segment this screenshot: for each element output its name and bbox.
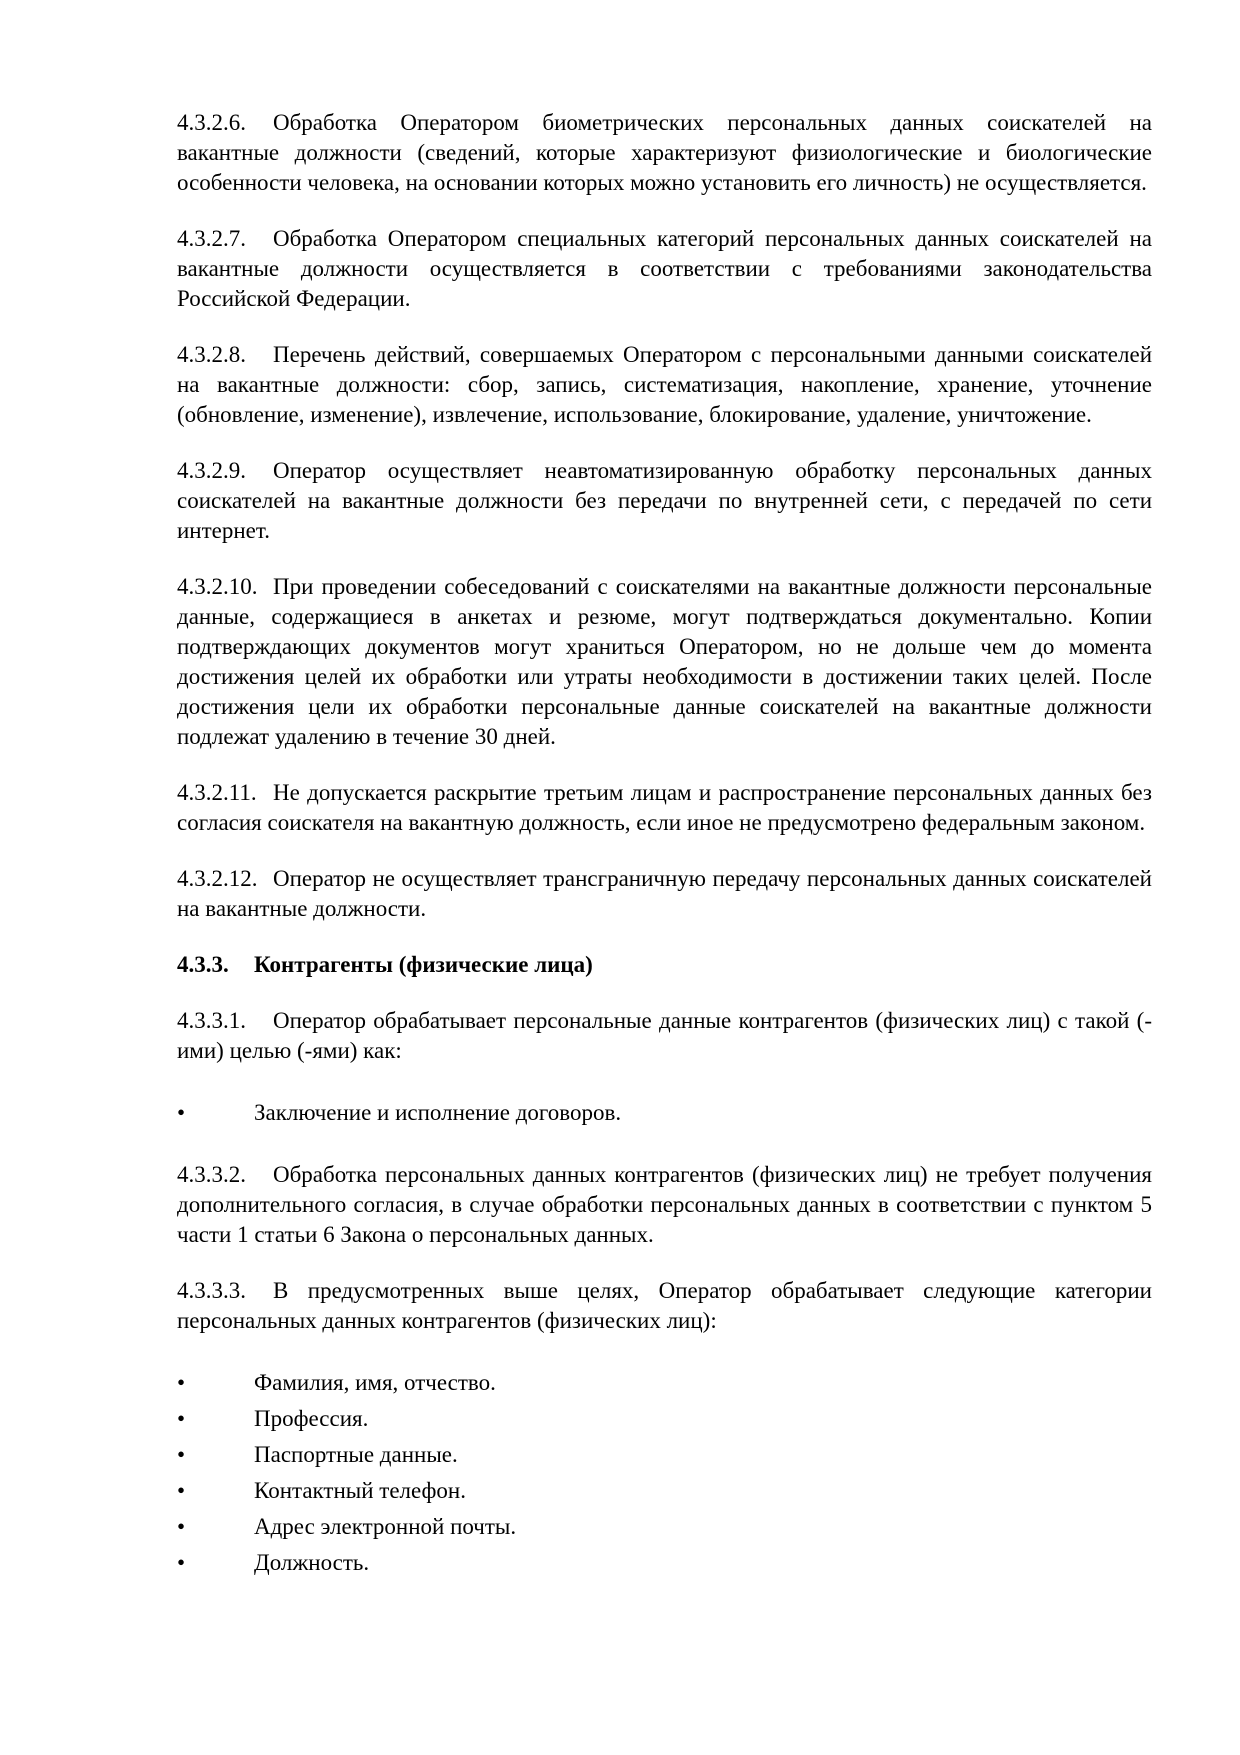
- clause-number: 4.3.3.1.: [177, 1008, 246, 1033]
- clause-text: Обработка персональных данных контрагентов (физических лиц) не требует получения дополнительного согласия, в случае обработки персональных данных в соответствии с пунктом 5 части 1 статьи 6 Закона о персональных данных.: [177, 1162, 1152, 1247]
- clause-number: 4.3.2.9.: [177, 458, 246, 483]
- clause-4-3-2-9: [177, 456, 1152, 546]
- clause-number: 4.3.2.6.: [177, 110, 246, 135]
- clause-text: Обработка Оператором биометрических персональных данных соискателей на вакантные должности (сведений, которые характеризуют физиологические и биологические особенности человека, на основании которых можно установить его личность) не осуществляется.: [177, 110, 1152, 195]
- bullet-text: Адрес электронной почты.: [254, 1514, 517, 1539]
- bullet-text: Заключение и исполнение договоров.: [254, 1100, 622, 1125]
- bullet-marker: •: [177, 1406, 186, 1431]
- bullet-item: [177, 1368, 1152, 1398]
- clause-text: Оператор обрабатывает персональные данные контрагентов (физических лиц) с такой (-ими) целью (-ями) как:: [177, 1008, 1152, 1063]
- clause-number: 4.3.2.11.: [177, 780, 257, 805]
- clause-4-3-3-2: [177, 1160, 1152, 1250]
- clause-4-3-2-7: [177, 224, 1152, 314]
- bullet-marker: •: [177, 1370, 186, 1395]
- bullet-text: Контактный телефон.: [254, 1478, 466, 1503]
- clause-4-3-2-10: [177, 572, 1152, 752]
- section-heading-4-3-3: [177, 950, 1152, 980]
- clause-number: 4.3.2.7.: [177, 226, 246, 251]
- bullet-text: Паспортные данные.: [254, 1442, 458, 1467]
- clause-number: 4.3.2.10.: [177, 574, 258, 599]
- clause-text: Перечень действий, совершаемых Оператором с персональными данными соискателей на вакантные должности: сбор, запись, систематизация, накопление, хранение, уточнение (обновление, изменение), извлечение, использование, блокирование, удаление, уничтожение.: [177, 342, 1152, 427]
- clause-4-3-2-8: [177, 340, 1152, 430]
- bullet-marker: •: [177, 1514, 186, 1539]
- bullet-marker: •: [177, 1550, 186, 1575]
- bullet-item: [177, 1548, 1152, 1578]
- clause-text: Оператор не осуществляет трансграничную передачу персональных данных соискателей на вакантные должности.: [177, 866, 1152, 921]
- clause-4-3-2-6: [177, 108, 1152, 198]
- bullet-item: [177, 1440, 1152, 1470]
- section-title: Контрагенты (физические лица): [254, 952, 593, 977]
- clause-text: При проведении собеседований с соискателями на вакантные должности персональные данные, содержащиеся в анкетах и резюме, могут подтверждаться документально. Копии подтверждающих документов могут храниться Оператором, но не дольше чем до момента достижения целей их обработки или утраты необходимости в достижении таких целей. После достижения цели их обработки персональные данные соискателей на вакантные должности подлежат удалению в течение 30 дней.: [177, 574, 1152, 749]
- bullet-marker: •: [177, 1100, 186, 1125]
- clause-number: 4.3.2.12.: [177, 866, 258, 891]
- bullet-text: Профессия.: [254, 1406, 369, 1431]
- bullet-marker: •: [177, 1442, 186, 1467]
- clause-text: Не допускается раскрытие третьим лицам и распространение персональных данных без согласия соискателя на вакантную должность, если иное не предусмотрено федеральным законом.: [177, 780, 1152, 835]
- clause-4-3-3-3: [177, 1276, 1152, 1336]
- clause-text: В предусмотренных выше целях, Оператор обрабатывает следующие категории персональных данных контрагентов (физических лиц):: [177, 1278, 1152, 1333]
- clause-4-3-2-11: [177, 778, 1152, 838]
- bullet-item: [177, 1512, 1152, 1542]
- bullet-item: [177, 1404, 1152, 1434]
- bullet-marker: •: [177, 1478, 186, 1503]
- bullet-item: [177, 1098, 1152, 1128]
- purpose-bullet-list: [177, 1098, 1152, 1128]
- clause-4-3-2-12: [177, 864, 1152, 924]
- clause-4-3-3-1: [177, 1006, 1152, 1066]
- section-number: 4.3.3.: [177, 952, 229, 977]
- clause-number: 4.3.3.3.: [177, 1278, 246, 1303]
- bullet-text: Фамилия, имя, отчество.: [254, 1370, 496, 1395]
- categories-bullet-list: [177, 1368, 1152, 1578]
- bullet-item: [177, 1476, 1152, 1506]
- clause-text: Оператор осуществляет неавтоматизированную обработку персональных данных соискателей на вакантные должности без передачи по внутренней сети, с передачей по сети интернет.: [177, 458, 1152, 543]
- bullet-text: Должность.: [254, 1550, 370, 1575]
- clause-text: Обработка Оператором специальных категорий персональных данных соискателей на вакантные должности осуществляется в соответствии с требованиями законодательства Российской Федерации.: [177, 226, 1152, 311]
- clause-number: 4.3.3.2.: [177, 1162, 246, 1187]
- clause-number: 4.3.2.8.: [177, 342, 246, 367]
